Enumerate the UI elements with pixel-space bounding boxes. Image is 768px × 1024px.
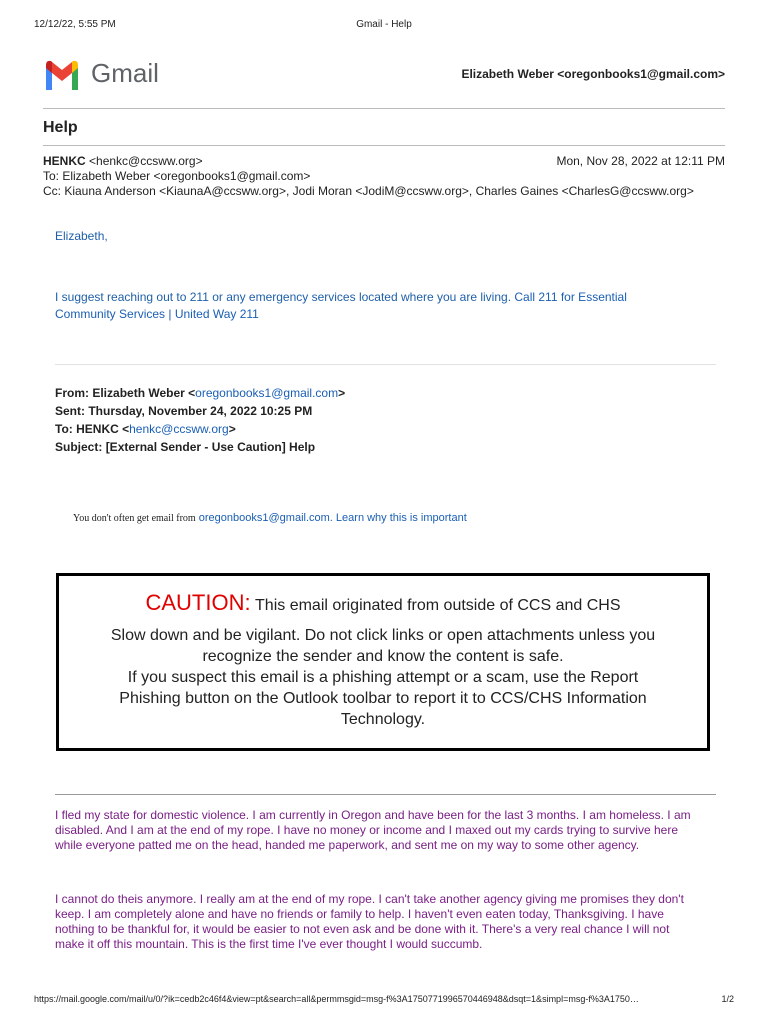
page-number: 1/2 bbox=[721, 994, 734, 1004]
original-paragraph-2: I cannot do theis anymore. I really am at the end of my rope. I can't take another agency giving me promises they don't keep. I am completely alone and have no friends or family to help. I haven't even eaten today, Thanksgiving. I have nothing to be thankful for, it would be easier to not even ask and be done with it. There's a very real chance I will not make it off this mountain. This is the first time I've ever thought I would succumb. bbox=[55, 892, 684, 951]
quoted-header bbox=[55, 384, 345, 456]
to-line: To: Elizabeth Weber <oregonbooks1@gmail.com> bbox=[43, 169, 311, 183]
thread-title: Help bbox=[43, 119, 78, 136]
sender-name: HENKC bbox=[43, 154, 86, 168]
message-date: Mon, Nov 28, 2022 at 12:11 PM bbox=[556, 154, 725, 168]
quoted-from-email[interactable]: oregonbooks1@gmail.com bbox=[195, 386, 339, 400]
print-title: Gmail - Help bbox=[356, 19, 412, 30]
quoted-subject: Subject: [External Sender - Use Caution] Help bbox=[55, 440, 316, 454]
caution-label: CAUTION: bbox=[145, 590, 251, 615]
quoted-to: To: HENKC <henkc@ccsww.org> bbox=[55, 422, 236, 436]
gmail-logo-text: Gmail bbox=[91, 58, 159, 88]
caution-box bbox=[56, 573, 710, 751]
quoted-sent: Sent: Thursday, November 24, 2022 10:25 PM bbox=[55, 404, 313, 418]
divider bbox=[55, 794, 716, 795]
united-way-link-continued[interactable]: Community Services | United Way 211 bbox=[55, 307, 259, 321]
learn-why-link[interactable]: Learn why this is important bbox=[335, 512, 467, 524]
quoted-to-email[interactable]: henkc@ccsww.org bbox=[129, 422, 229, 436]
greeting: Elizabeth, bbox=[55, 229, 108, 243]
divider bbox=[43, 145, 725, 146]
gmail-logo bbox=[43, 58, 163, 92]
divider bbox=[55, 364, 716, 365]
reply-text: I suggest reaching out to 211 or any emergency services located where you are living. bbox=[55, 290, 512, 304]
external-sender-notice: You don't often get email from oregonbooks1@gmail.com. Learn why this is important bbox=[73, 512, 467, 524]
divider bbox=[43, 108, 725, 109]
reply-body bbox=[55, 289, 695, 323]
notice-email[interactable]: oregonbooks1@gmail.com bbox=[198, 512, 330, 524]
print-url: https://mail.google.com/mail/u/0/?ik=cedb2c46f4&view=pt&search=all&permmsgid=msg-f%3A1750771996570446948&dsqt=1&simpl=msg-f%3A1750… bbox=[34, 994, 639, 1004]
united-way-link[interactable]: Call 211 for Essential bbox=[514, 290, 627, 304]
gmail-m-icon bbox=[43, 60, 81, 90]
quoted-from: From: Elizabeth Weber <oregonbooks1@gmail.com> bbox=[55, 386, 346, 400]
account-label: Elizabeth Weber <oregonbooks1@gmail.com> bbox=[461, 67, 725, 81]
caution-headline-row bbox=[59, 590, 707, 619]
cc-line: Cc: Kiauna Anderson <KiaunaA@ccsww.org>, Jodi Moran <JodiM@ccsww.org>, Charles Gaines <CharlesG@ccsww.org> bbox=[43, 184, 694, 198]
caution-body: Slow down and be vigilant. Do not click links or open attachments unless you recognize the sender and know the content is safe. If you suspect this email is a phishing attempt or a scam, use the Report Phishing button on the Outlook toolbar to report it to CCS/CHS Information Technology. bbox=[110, 627, 656, 728]
original-paragraph-1: I fled my state for domestic violence. I am currently in Oregon and have been for the last 3 months. I am homeless. I am disabled. And I am at the end of my rope. I have no money or income and I maxed out my cards trying to survive here while everyone patted me on the head, handed me paperwork, and sent me on my way to some other agency. bbox=[55, 808, 691, 852]
sender-email: <henkc@ccsww.org> bbox=[89, 154, 203, 168]
print-datetime: 12/12/22, 5:55 PM bbox=[34, 19, 116, 30]
caution-headline: This email originated from outside of CCS and CHS bbox=[255, 597, 621, 614]
sender bbox=[43, 154, 203, 168]
